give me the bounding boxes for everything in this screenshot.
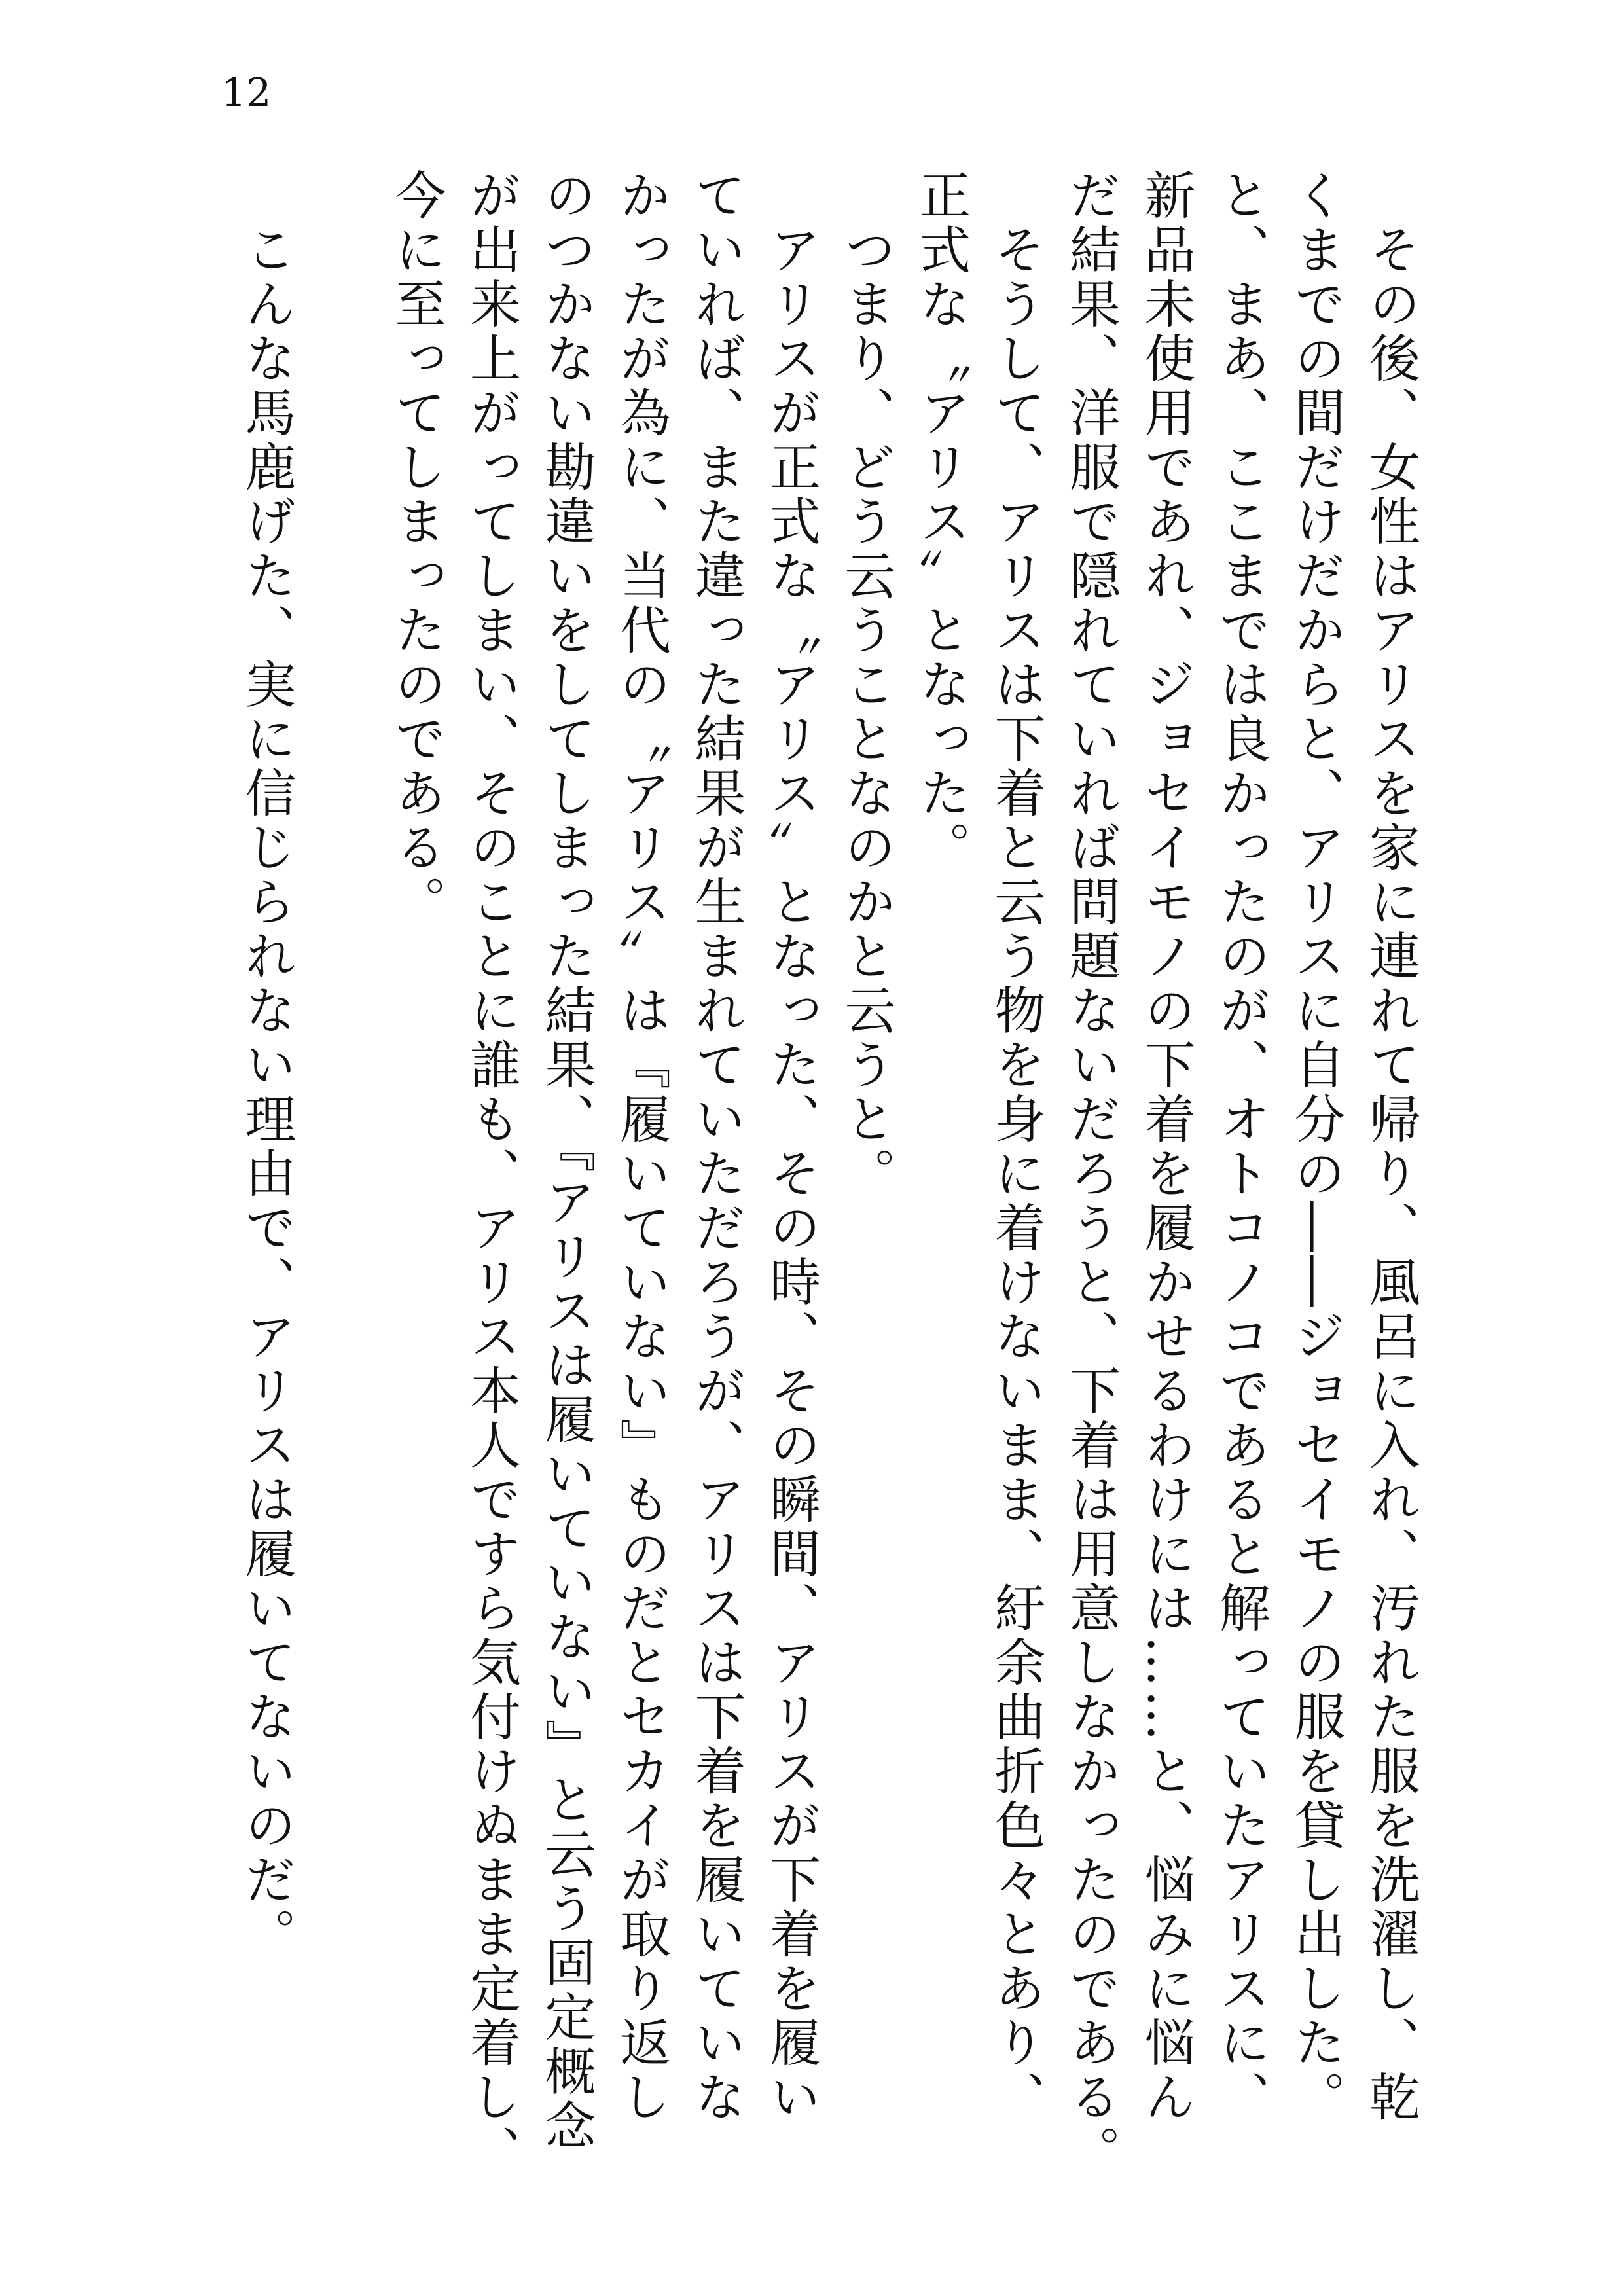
text-line: 今に至ってしまったのである。 bbox=[386, 169, 446, 929]
text-line: 正式な〝アリス〟となった。 bbox=[911, 169, 970, 875]
page-number: 12 bbox=[221, 70, 272, 116]
text-line: と、まあ、ここまでは良かったのが、オトコノコであると解っていたアリスに、 bbox=[1211, 169, 1270, 2125]
text-line: そうして、アリスは下着と云う物を身に着けないまま、紆余曲折色々とあり、 bbox=[986, 223, 1045, 2125]
text-line: その後、女性はアリスを家に連れて帰り、風呂に入れ、汚れた服を洗濯し、乾 bbox=[1361, 223, 1420, 2125]
text-line: ていれば、また違った結果が生まれていただろうが、アリスは下着を履いていな bbox=[686, 169, 746, 2125]
vertical-body-text bbox=[228, 169, 1428, 2231]
blank-line bbox=[304, 169, 379, 2231]
text-line: つまり、どう云うことなのかと云うと。 bbox=[836, 223, 895, 1201]
text-line: かったが為に、当代の〝アリス〟は『履いていない』ものだとセカイが取り返し bbox=[611, 169, 670, 2125]
text-line: くまでの間だけだからと、アリスに自分の――ジョセイモノの服を貸し出した。 bbox=[1286, 169, 1345, 2125]
text-line: 新品未使用であれ、ジョセイモノの下着を履かせるわけには……と、悩みに悩ん bbox=[1136, 169, 1195, 2125]
text-line: アリスが正式な〝アリス〟となった、その時、その瞬間、アリスが下着を履い bbox=[761, 223, 820, 2125]
text-line: だ結果、洋服で隠れていれば問題ないだろうと、下着は用意しなかったのである。 bbox=[1061, 169, 1120, 2179]
text-line: のつかない勘違いをしてしまった結果、『アリスは履いていない』と云う固定概念 bbox=[536, 169, 596, 2154]
text-line: が出来上がってしまい、そのことに誰も、アリス本人ですら気付けぬまま定着し、 bbox=[461, 169, 520, 2179]
text-line: こんな馬鹿げた、実に信じられない理由で、アリスは履いてないのだ。 bbox=[236, 223, 296, 1962]
